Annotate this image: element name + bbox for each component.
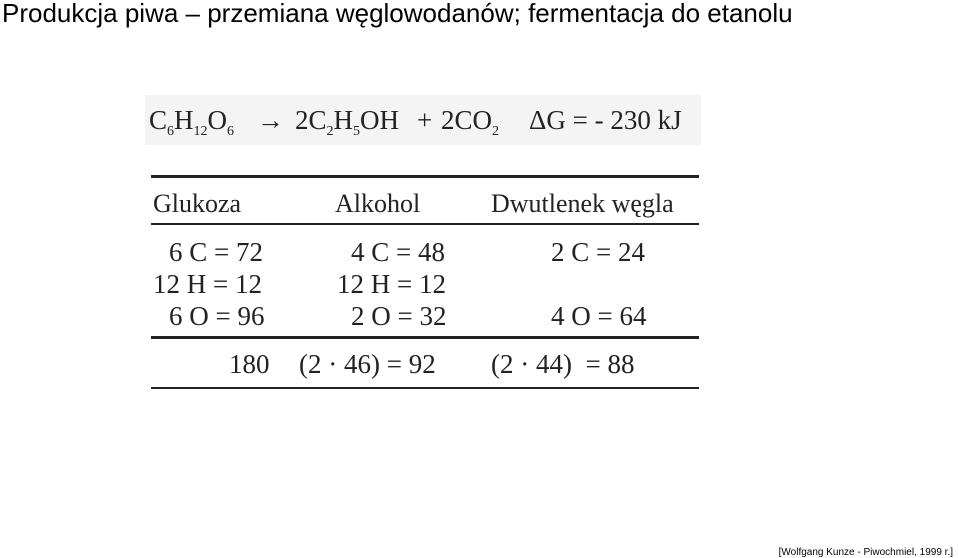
plus-sign: + bbox=[417, 105, 433, 135]
glucose-formula: $C_6H_{12}O_6$ bbox=[149, 105, 235, 139]
header-glucose: Glukoza bbox=[153, 189, 242, 218]
alcohol-hydrogen: 12 H = 12 bbox=[337, 269, 446, 299]
delta-g: ΔG = - 230 kJ bbox=[529, 105, 682, 135]
glucose-carbon: 6 C = 72 bbox=[169, 237, 263, 267]
fermentation-figure bbox=[145, 95, 701, 395]
citation: [Wolfgang Kunze - Piwochmiel, 1999 r.] bbox=[778, 547, 953, 558]
co2-carbon: 2 C = 24 bbox=[551, 237, 645, 267]
glucose-total: 180 bbox=[229, 349, 270, 379]
alcohol-total: (2 · 46) = 92 bbox=[299, 349, 436, 379]
table-bottom-rule bbox=[151, 387, 699, 389]
header-alcohol: Alkohol bbox=[335, 189, 421, 218]
alcohol-oxygen: 2 O = 32 bbox=[351, 301, 447, 331]
co2-formula: $2CO_2$ bbox=[441, 105, 500, 139]
co2-total: (2 · 44) = 88 bbox=[491, 349, 635, 379]
fermentation-equation bbox=[145, 95, 701, 145]
header-co2: Dwutlenek węgla bbox=[491, 189, 674, 218]
ethanol-formula: $2C_2H_5OH$ bbox=[295, 105, 400, 139]
slide-title: Produkcja piwa – przemiana węglowodanów; fermentacja do etanolu bbox=[2, 0, 793, 28]
alcohol-carbon: 4 C = 48 bbox=[351, 237, 445, 267]
totals-rule bbox=[151, 336, 699, 339]
glucose-oxygen: 6 O = 96 bbox=[169, 301, 265, 331]
co2-oxygen: 4 O = 64 bbox=[551, 301, 647, 331]
reaction-arrow: → bbox=[257, 105, 284, 135]
glucose-hydrogen: 12 H = 12 bbox=[153, 269, 262, 299]
header-rule bbox=[151, 223, 699, 225]
table-top-rule bbox=[151, 175, 699, 178]
